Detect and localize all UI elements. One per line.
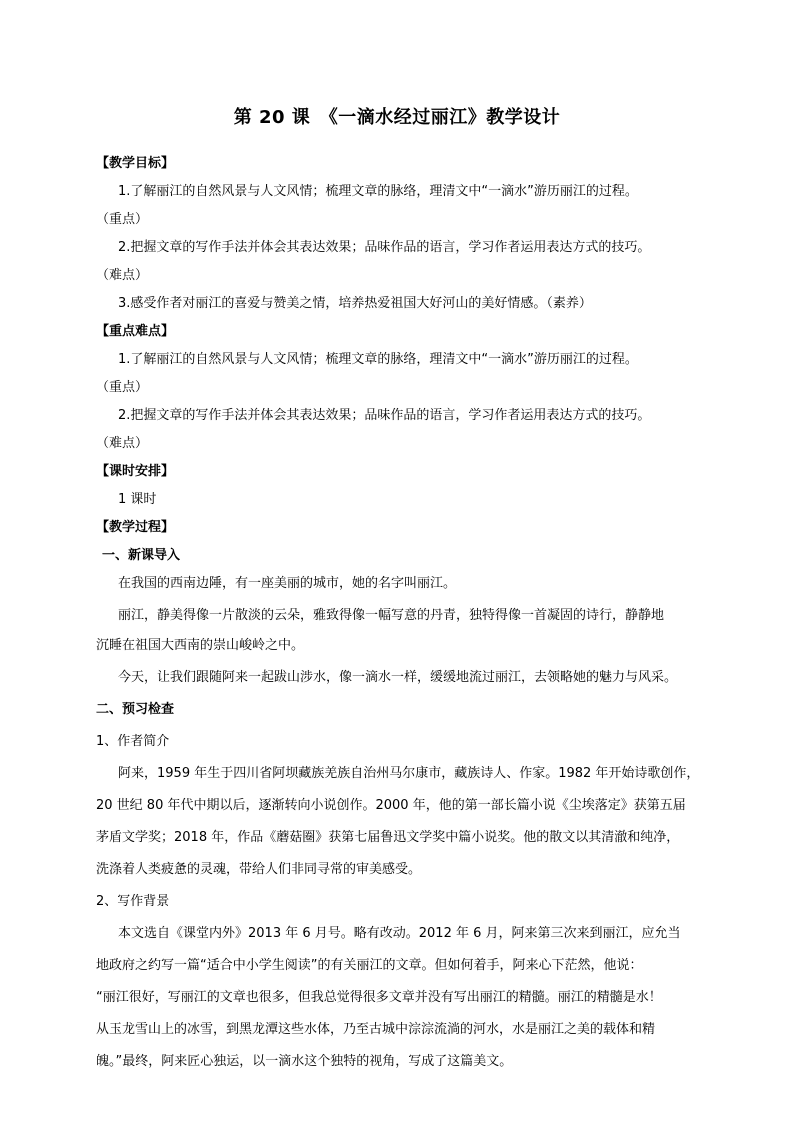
goal-3-text: 3.感受作者对丽江的喜爱与赞美之情，培养热爱祖国大好河山的美好情感。（素养） [118, 296, 592, 311]
background-para-line-2: 地政府之约写一篇“适合中小学生阅读”的有关丽江的文章。但如何着手，阿来心下茫然，他说： [96, 958, 643, 973]
goal-1-text: 1.了解丽江的自然风景与人文风情；梳理文章的脉络，理清文中“一滴水”游历丽江的过程。 [118, 184, 638, 199]
background-heading: 2、写作背景 [96, 894, 170, 909]
author-para-line-2: 20 世纪 80 年代中期以后，逐渐转向小说创作。2000 年，他的第一部长篇小说《尘埃落定》获第五届 [96, 798, 686, 813]
intro-para-1: 在我国的西南边陲，有一座美丽的城市，她的名字叫丽江。 [118, 576, 457, 591]
background-para-line-1: 本文选自《课堂内外》2013 年 6 月号。略有改动。2012 年 6 月，阿来第三次来到丽江，应允当 [118, 926, 681, 941]
key-1-text: 1.了解丽江的自然风景与人文风情；梳理文章的脉络，理清文中“一滴水”游历丽江的过程。 [118, 352, 638, 367]
background-para-line-4: 从玉龙雪山上的冰雪，到黑龙潭这些水体，乃至古城中淙淙流淌的河水，水是丽江之美的载体和精 [96, 1022, 656, 1037]
key-2-text: 2.把握文章的写作手法并体会其表达效果；品味作品的语言，学习作者运用表达方式的技巧。 [118, 408, 651, 423]
background-para-line-3: “丽江很好，写丽江的文章也很多，但我总觉得很多文章并没有写出丽江的精髓。丽江的精髓是水！ [96, 990, 662, 1005]
key-1-note: （重点） [96, 380, 149, 395]
intro-para-2-line-2: 沉睡在祖国大西南的崇山峻岭之中。 [96, 638, 305, 653]
author-para-line-4: 洗涤着人类疲惫的灵魂，带给人们非同寻常的审美感受。 [96, 862, 422, 877]
background-para-line-5: 魄。”最终，阿来匠心独运，以一滴水这个独特的视角，写成了这篇美文。 [96, 1054, 513, 1069]
goal-2-text: 2.把握文章的写作手法并体会其表达效果；品味作品的语言，学习作者运用表达方式的技巧。 [118, 240, 651, 255]
section-preview-heading: 二、预习检查 [96, 702, 175, 717]
author-para-line-1: 阿来，1959 年生于四川省阿坝藏族羌族自治州马尔康市，藏族诗人、作家。1982 年开始诗歌创作， [118, 766, 700, 781]
heading-schedule: 【课时安排】 [96, 464, 175, 479]
author-intro-heading: 1、作者简介 [96, 734, 170, 749]
section-intro-heading: 一、新课导入 [102, 548, 181, 563]
heading-process: 【教学过程】 [96, 520, 175, 535]
heading-key-difficult: 【重点难点】 [96, 324, 175, 339]
intro-para-3: 今天，让我们跟随阿来一起跋山涉水，像一滴水一样，缓缓地流过丽江，去领略她的魅力与风采。 [118, 670, 678, 685]
document-title: 第 20 课 《一滴水经过丽江》教学设计 [233, 107, 561, 128]
intro-para-2-line-1: 丽江，静美得像一片散淡的云朵，雅致得像一幅写意的丹青，独特得像一首凝固的诗行，静静地 [118, 608, 665, 623]
author-para-line-3: 茅盾文学奖；2018 年，作品《蘑菇圈》获第七届鲁迅文学奖中篇小说奖。他的散文以其清澈和纯净， [96, 830, 680, 845]
goal-1-note: （重点） [96, 212, 149, 227]
heading-teaching-goals: 【教学目标】 [96, 156, 175, 171]
key-2-note: （难点） [96, 436, 149, 451]
schedule-text: 1 课时 [118, 492, 157, 507]
goal-2-note: （难点） [96, 268, 149, 283]
